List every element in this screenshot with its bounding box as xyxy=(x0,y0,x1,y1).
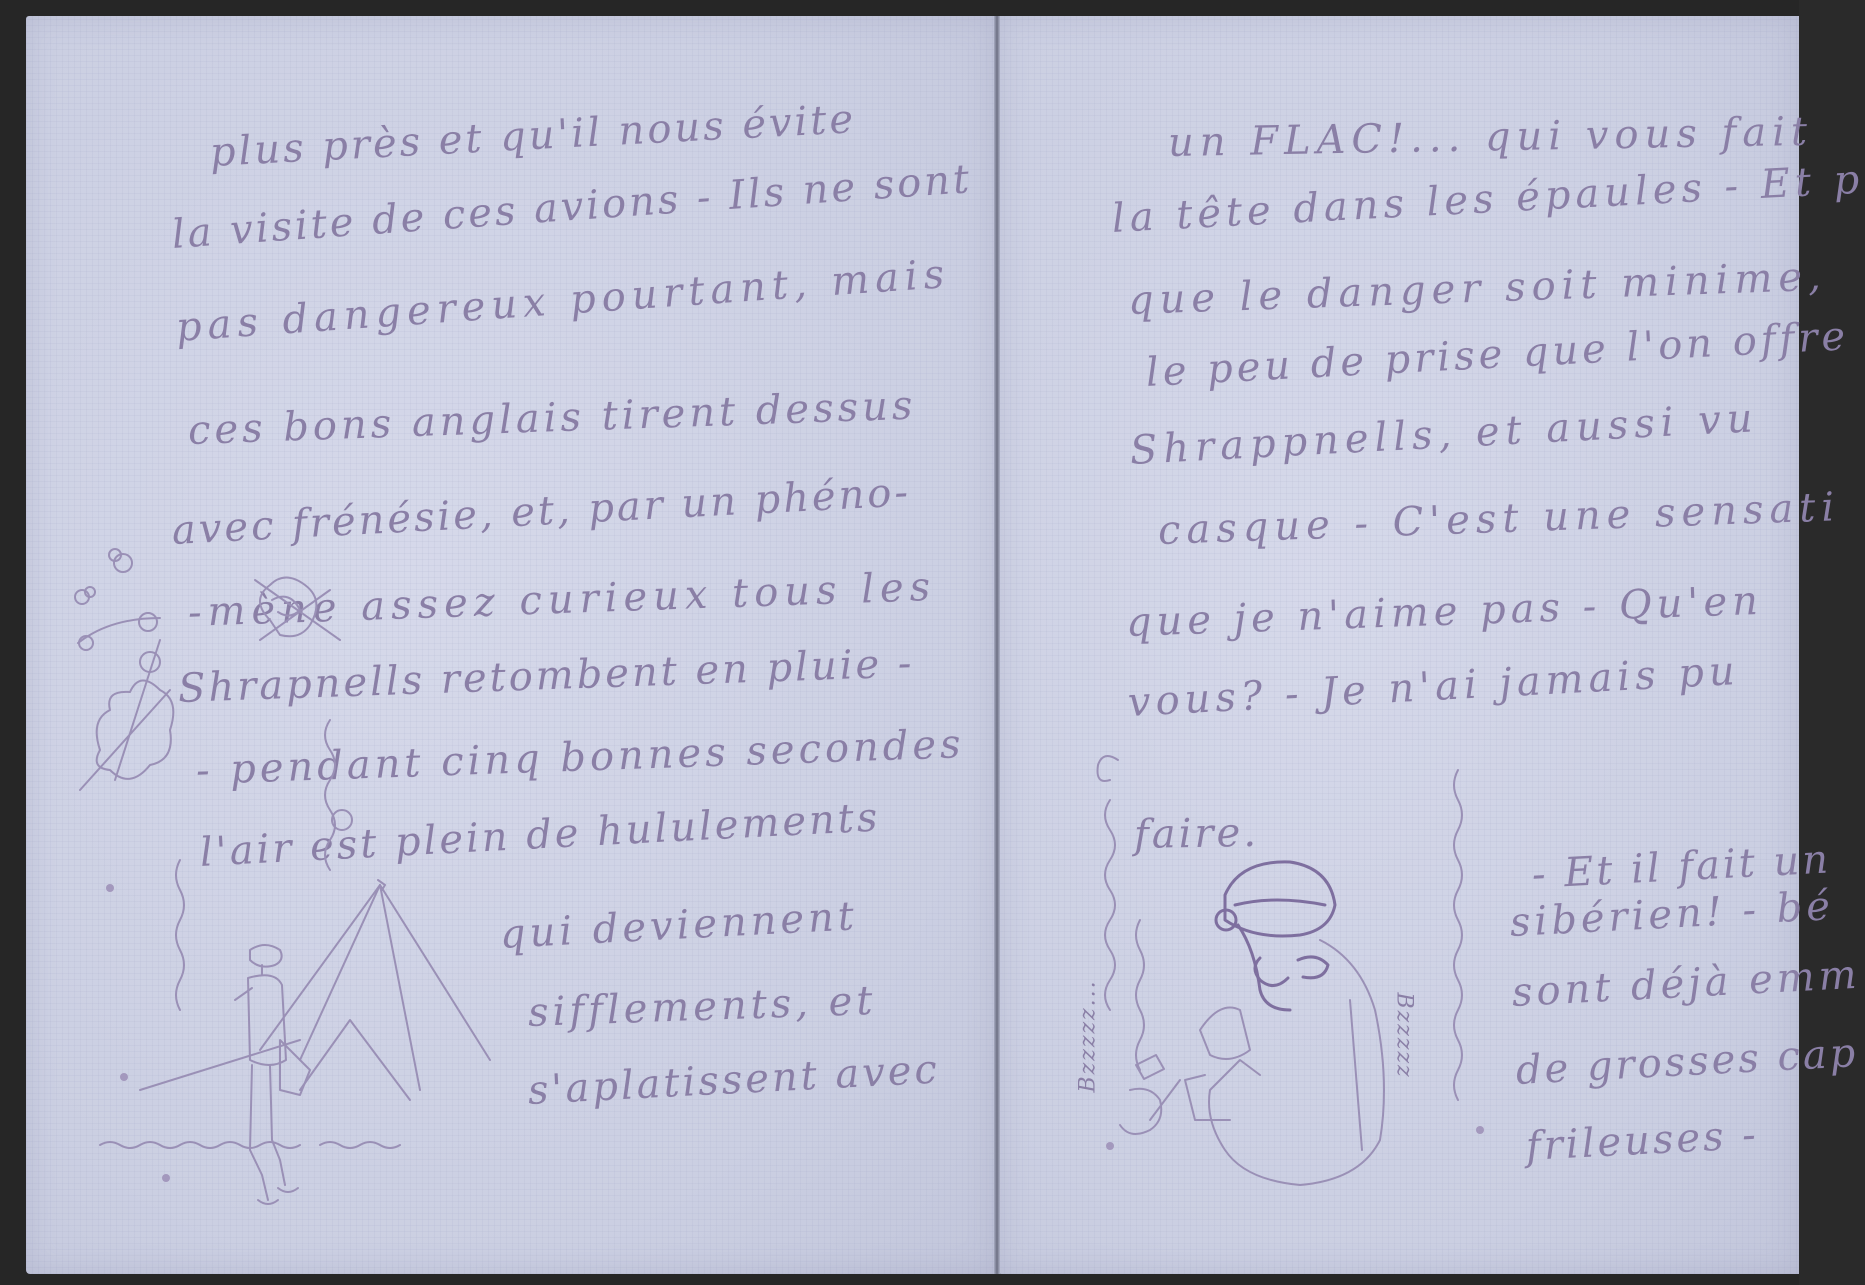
left-line-5: avec frénésie, et, par un phéno- xyxy=(170,469,912,554)
right-line-9: faire. xyxy=(1133,809,1260,858)
left-line-8: - pendant cinq bonnes secondes xyxy=(195,721,966,794)
right-line-7: que je n'aime pas - Qu'en xyxy=(1125,577,1764,646)
right-line-10: - Et il fait un xyxy=(1530,836,1833,898)
right-line-4: le peu de prise que l'on offre xyxy=(1144,313,1851,396)
right-line-5: Shrappnells, et aussi vu xyxy=(1128,395,1760,474)
right-line-14: frileuses - xyxy=(1524,1111,1760,1170)
left-line-9: l'air est plein de hululements xyxy=(198,794,882,876)
right-line-11: sibérien! - bé xyxy=(1508,883,1836,946)
left-line-1: plus près et qu'il nous évite xyxy=(208,96,858,176)
left-line-4: ces bons anglais tirent dessus xyxy=(187,382,918,454)
right-line-6: casque - C'est une sensati xyxy=(1157,484,1841,554)
left-line-11: sifflements, et xyxy=(527,977,878,1036)
left-line-2: la visite de ces avions - Ils ne sont xyxy=(170,156,974,258)
right-line-13: de grosses cap xyxy=(1514,1030,1860,1094)
right-line-12: sont déjà emm xyxy=(1510,951,1862,1016)
sketch-caption-bzzz-right: Bzzzzz xyxy=(1391,992,1417,1079)
left-line-6: -mène assez curieux tous les xyxy=(187,563,937,636)
right-line-8: vous? - Je n'ai jamais pu xyxy=(1126,647,1741,726)
sketch-caption-bzzz-left: Bzzzzz... xyxy=(1075,979,1101,1093)
left-line-3: pas dangereux pourtant, mais xyxy=(174,250,952,351)
right-line-2: la tête dans les épaules - Et p xyxy=(1110,156,1865,242)
left-line-10: qui deviennent xyxy=(498,893,859,958)
right-line-1: un FLAC!... qui vous fait xyxy=(1167,108,1814,166)
page-fold xyxy=(994,16,1000,1274)
left-line-12: s'aplatissent avec xyxy=(526,1046,941,1114)
left-line-7: Shrapnells retombent en pluie - xyxy=(177,640,916,712)
right-line-3: que le danger soit minime, xyxy=(1127,253,1828,324)
